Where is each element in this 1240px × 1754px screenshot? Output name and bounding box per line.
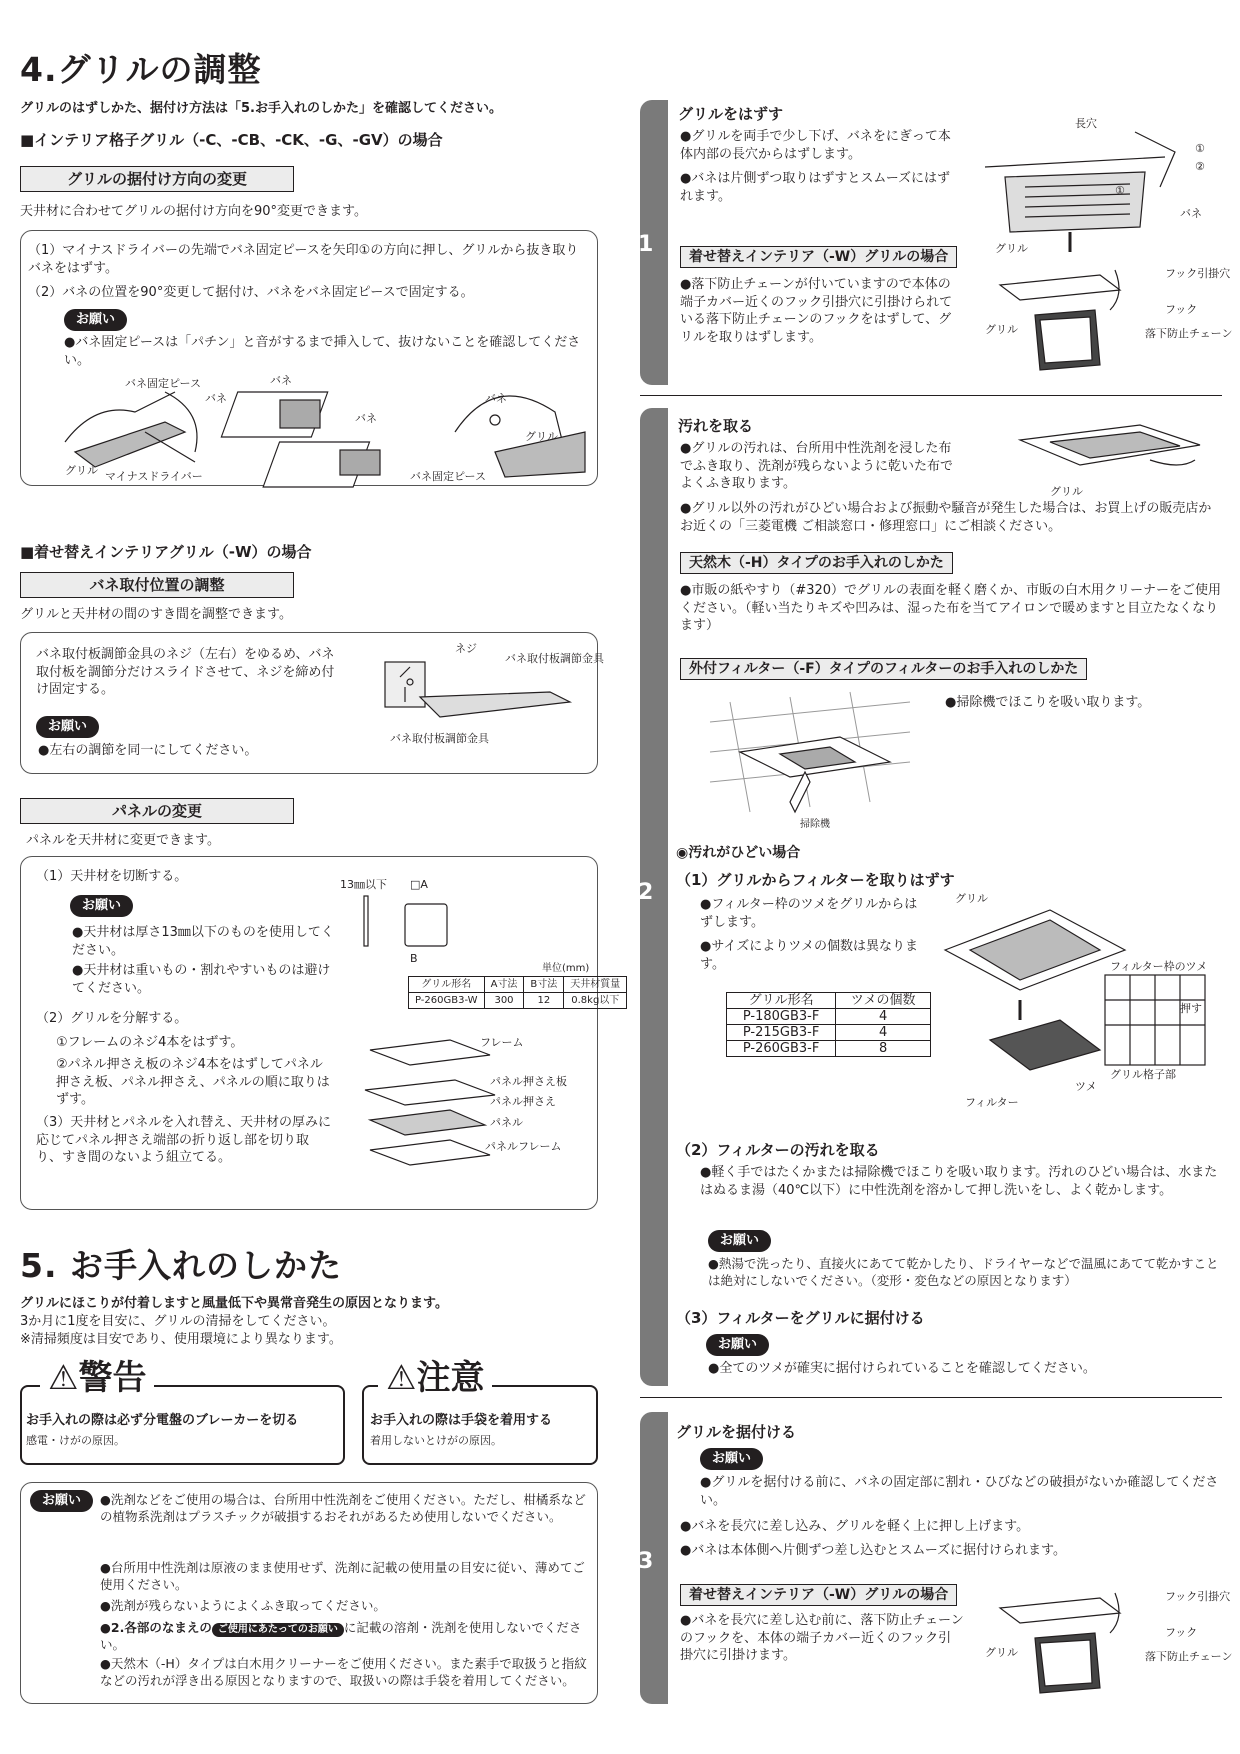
th-weight: 天井材質量: [564, 977, 627, 993]
warning-reason: 感電・けがの原因。: [26, 1434, 125, 1447]
heavy-step2-a: ●軽く手ではたくかまたは掃除機でほこりを吸い取ります。汚れのひどい場合は、水またはぬるま湯（40℃以下）に中性洗剤を溶かして押し洗いをし、よく乾かします。: [700, 1165, 1218, 1198]
heavy-step2-note: ●熱湯で洗ったり、直接火にあてて乾かしたり、ドライヤーなどで温風にあてて乾かすことは絶対にしないでください。（変形・変色などの原因となります）: [708, 1256, 1219, 1288]
heavy-step1: （1）グリルからフィルターを取りはずす: [676, 871, 955, 889]
label-filter: フィルター: [965, 1096, 1019, 1109]
th-model: グリル形名: [409, 977, 485, 993]
illustration-spring-fix: [55, 372, 595, 482]
label-hook-hole-3: フック引掛穴: [1165, 1590, 1231, 1603]
desc-panel-change: パネルを天井材に変更できます。: [26, 833, 220, 848]
label-grill: グリル: [65, 464, 98, 477]
heavy-step3-note: ●全てのツメが確実に据付けられていることを確認してください。: [708, 1361, 1096, 1376]
step-bar-2: 2: [640, 408, 668, 1386]
heavy-step2: （2）フィルターの汚れを取る: [676, 1141, 880, 1159]
label-13mm: 13㎜以下: [340, 878, 387, 891]
unit-label: 単位(mm): [542, 963, 590, 974]
panel-step-1: （1）天井材を切断する。: [36, 869, 188, 884]
divider-2: [640, 1397, 1222, 1398]
panel-step-2-1: ①フレームのネジ4本をはずす。: [56, 1035, 244, 1050]
td-count-1: 4: [836, 1009, 931, 1025]
label-hook-3: フック: [1165, 1626, 1198, 1639]
warning-icon: ⚠: [48, 1358, 79, 1398]
caution-text: お手入れの際は手袋を着用する: [370, 1413, 553, 1428]
request-badge: お願い: [64, 309, 127, 331]
subheading-w: ■着せ替えインテリアグリル（-W）の場合: [20, 543, 312, 561]
chip-usage-request: ご使用にあたってのお願い: [212, 1623, 344, 1637]
heading-panel-change: パネルの変更: [20, 798, 294, 824]
label-spring-piece: バネ固定ピース: [125, 377, 202, 390]
label-circle1b: ①: [1115, 184, 1125, 197]
request-badge-3: お願い: [70, 895, 133, 917]
section4-intro: グリルのはずしかた、据付け方法は「5.お手入れのしかた」を確認してください。: [20, 101, 502, 116]
label-vacuum: 掃除機: [800, 819, 830, 830]
th-claw-count: ツメの個数: [836, 993, 931, 1009]
illustration-chain-install: [980, 1588, 1233, 1698]
illustration-filter-remove: [940, 890, 1220, 1110]
heading-spring-position: バネ取付位置の調整: [20, 572, 294, 598]
r3-title: グリルを据付ける: [676, 1423, 797, 1441]
td-count-3: 8: [836, 1041, 931, 1057]
section5-line1: グリルにほこりが付着しますと風量低下や異常音発生の原因となります。: [20, 1296, 448, 1311]
note-weight: ●天井材は重いもの・割れやすいものは避けてください。: [72, 963, 331, 996]
illustration-chain: [980, 265, 1233, 375]
label-circle2: ②: [1195, 160, 1205, 173]
label-grill-3: グリル: [985, 1646, 1018, 1659]
r2-a: ●グリルの汚れは、台所用中性洗剤を浸した布でふき取り、洗剤が残らないように乾いた布でよくふき取ります。: [680, 441, 954, 492]
illustration-remove-grill: [965, 112, 1225, 262]
panel-step-3: （3）天井材とパネルを入れ替え、天井材の厚みに応じてパネル押さえ端部の折り返し部を切り取り、すき間のないよう組立てる。: [36, 1115, 332, 1166]
label-lattice: グリル格子部: [1110, 1068, 1176, 1081]
label-grill-2: グリル: [525, 430, 558, 443]
label-grill-wipe: グリル: [1050, 485, 1083, 498]
r1-b: ●バネは片側ずつ取りはずすとスムーズにはずれます。: [680, 171, 951, 204]
warning-text: お手入れの際は必ず分電盤のブレーカーを切る: [26, 1413, 299, 1428]
r2-title: 汚れを取る: [678, 417, 754, 435]
r1-a: ●グリルを両手で少し下げ、バネをにぎって本体内部の長穴からはずします。: [680, 129, 951, 162]
label-panel-frame: パネルフレーム: [485, 1140, 562, 1153]
illustration-panel-dimension: [340, 876, 460, 966]
panel-step-2-2: ②パネル押さえ板のネジ4本をはずしてパネル押さえ板、パネル押さえ、パネルの順に取りはずす。: [56, 1057, 330, 1108]
request-badge-6: お願い: [706, 1334, 769, 1356]
label-spring-r: バネ: [1180, 207, 1202, 220]
label-screwdriver: マイナスドライバー: [105, 470, 203, 483]
request-1: ●洗剤などをご使用の場合は、台所用中性洗剤をご使用ください。ただし、柑橘系などの植物系洗剤はプラスチックが破損するおそれがあるため使用しないでください。: [100, 1492, 586, 1524]
label-chain-3: 落下防止チェーン: [1145, 1650, 1233, 1663]
r1-w-heading: 着せ替えインテリア（-W）グリルの場合: [680, 246, 957, 268]
td-model-2: P-215GB3-F: [727, 1025, 836, 1041]
label-long-hole: 長穴: [1075, 117, 1097, 130]
r2-wood-heading: 天然木（-H）タイプのお手入れのしかた: [680, 552, 953, 574]
r1-c: ●落下防止チェーンが付いていますので本体の端子カバー近くのフック引掛穴に引掛けられている落下防止チェーンのフックをはずして、グリルを取りはずします。: [680, 277, 953, 345]
warning-title: ⚠警告: [40, 1358, 154, 1398]
divider-1: [640, 395, 1222, 396]
label-spring: バネ: [205, 392, 227, 405]
td-b: 12: [524, 993, 564, 1009]
r3-b: ●バネは本体側へ片側ずつ差し込むとスムーズに据付けられます。: [680, 1543, 1067, 1558]
step-bar-3: 3: [640, 1412, 668, 1704]
td-count-2: 4: [836, 1025, 931, 1041]
caution-title: ⚠注意: [378, 1358, 492, 1398]
r2-c: ●市販の紙やすり（#320）でグリルの表面を軽く磨くか、市販の白木用クリーナーをご使用ください。（軽い当たりキズや凹みは、湿った布を当てアイロンで暖めますと目立たなくなります）: [680, 583, 1222, 634]
heavy-step1-a: ●フィルター枠のツメをグリルからはずします。: [700, 897, 918, 930]
panel-table: [408, 976, 627, 1009]
request-3: ●洗剤が残らないようによくふき取ってください。: [100, 1598, 386, 1613]
caution-reason: 着用しないとけがの原因。: [370, 1434, 502, 1447]
td-model: P-260GB3-W: [409, 993, 485, 1009]
claw-table: [726, 992, 931, 1057]
label-panel-holder: パネル押さえ: [490, 1095, 556, 1108]
request-badge-7: お願い: [700, 1448, 763, 1470]
th-a: A寸法: [484, 977, 524, 993]
note-piece: ●バネ固定ピースは「パチン」と音がするまで挿入して、抜けないことを確認してください。: [64, 335, 581, 368]
r2-filter-heading: 外付フィルター（-F）タイプのフィルターのお手入れのしかた: [680, 658, 1087, 680]
th-grill-model: グリル形名: [727, 993, 836, 1009]
r2-d: ●掃除機でほこりを吸い取ります。: [945, 695, 1151, 710]
illustration-vacuum: [690, 692, 930, 832]
r1-title: グリルをはずす: [678, 105, 784, 123]
spring-position-text: バネ取付板調節金具のネジ（左右）をゆるめ、バネ取付板を調節分だけスライドさせて、ネジを締め付け固定する。: [36, 647, 335, 698]
label-push: 押す: [1180, 1002, 1202, 1015]
td-weight: 0.8kg以下: [564, 993, 627, 1009]
illustration-spring-plate: [380, 642, 604, 762]
request-badge-2: お願い: [36, 716, 99, 738]
note-thickness: ●天井材は厚さ13㎜以下のものを使用してください。: [72, 925, 334, 958]
request-2: ●台所用中性洗剤は原液のまま使用せず、洗剤に記載の使用量の目安に従い、薄めてご使用ください。: [100, 1560, 585, 1592]
r3-c: ●バネを長穴に差し込む前に、落下防止チェーンのフックを、本体の端子カバー近くのフック引掛穴に引掛けます。: [680, 1613, 964, 1664]
label-screw: ネジ: [455, 642, 477, 655]
label-panel: パネル: [490, 1116, 523, 1129]
label-hook-hole: フック引掛穴: [1165, 267, 1231, 280]
label-grill-f: グリル: [955, 892, 988, 905]
r3-w-heading: 着せ替えインテリア（-W）グリルの場合: [680, 1584, 957, 1606]
illustration-wipe: [1010, 420, 1210, 500]
section4-title: 4.グリルの調整: [20, 50, 262, 89]
desc-direction: 天井材に合わせてグリルの据付け方向を90°変更できます。: [20, 204, 368, 219]
td-a: 300: [484, 993, 524, 1009]
label-plate-adjuster-2: バネ取付板調節金具: [390, 732, 489, 745]
section5-line3: ※清掃頻度は目安であり、使用環境により異なります。: [20, 1332, 342, 1347]
label-hook: フック: [1165, 303, 1198, 316]
heavy-dirt-heading: ◉汚れがひどい場合: [676, 845, 801, 861]
request-5: ●天然木（-H）タイプは白木用クリーナーをご使用ください。また素手で取扱うと指紋などの汚れが浮き出る原因となりますので、取扱いの際は手袋を着用してください。: [100, 1656, 587, 1688]
label-filter-claw: フィルター枠のツメ: [1110, 960, 1208, 973]
heading-direction: グリルの据付け方向の変更: [20, 166, 294, 192]
r3-a: ●バネを長穴に差し込み、グリルを軽く上に押し上げます。: [680, 1519, 1030, 1534]
label-panel-plate: パネル押さえ板: [490, 1075, 567, 1088]
section5-line2: 3か月に1度を目安に、グリルの清掃をしてください。: [20, 1314, 336, 1329]
td-model-3: P-260GB3-F: [727, 1041, 836, 1057]
label-spring-2: バネ: [270, 374, 292, 387]
subheading-lattice: ■インテリア格子グリル（-C、-CB、-CK、-G、-GV）の場合: [20, 131, 443, 149]
label-a: □A: [410, 878, 428, 891]
label-chain: 落下防止チェーン: [1145, 327, 1233, 340]
label-spring-3: バネ: [355, 412, 377, 425]
section5-title: 5. お手入れのしかた: [20, 1246, 342, 1285]
label-claw: ツメ: [1075, 1080, 1097, 1093]
request-4: ●2.各部のなまえの ご使用にあたってのお願い に記載の溶剤・洗剤を使用しないでください。: [100, 1620, 582, 1652]
request-badge-4: お願い: [30, 1490, 93, 1512]
label-frame: フレーム: [480, 1036, 524, 1049]
label-grill-r: グリル: [995, 242, 1028, 255]
step-bar-1: 1: [640, 100, 668, 385]
heavy-step3: （3）フィルターをグリルに据付ける: [676, 1309, 925, 1327]
caution-icon: ⚠: [386, 1358, 417, 1398]
label-spring-piece-2: バネ固定ピース: [410, 470, 487, 483]
request-badge-5: お願い: [708, 1230, 771, 1252]
label-plate-adjuster: バネ取付板調節金具: [505, 652, 604, 665]
td-model-1: P-180GB3-F: [727, 1009, 836, 1025]
label-b: B: [410, 952, 418, 965]
heavy-step1-b: ●サイズによりツメの個数は異なります。: [700, 939, 919, 972]
illustration-panel-exploded: [360, 1030, 590, 1190]
step-1: （1）マイナスドライバーの先端でバネ固定ピースを矢印①の方向に押し、グリルから抜き取りバネをはずす。: [28, 243, 579, 276]
r3-note: ●グリルを据付ける前に、バネの固定部に割れ・ひびなどの破損がないか確認してください。: [700, 1475, 1219, 1508]
label-grill-w: グリル: [985, 323, 1018, 336]
step-2: （2）バネの位置を90°変更して据付け、バネをバネ固定ピースで固定する。: [28, 285, 474, 300]
desc-spring-position: グリルと天井材の間のすき間を調整できます。: [20, 607, 292, 622]
label-spring-4: バネ: [485, 392, 507, 405]
label-circle1: ①: [1195, 142, 1205, 155]
th-b: B寸法: [524, 977, 564, 993]
r2-b: ●グリル以外の汚れがひどい場合および振動や騒音が発生した場合は、お買上げの販売店かお近くの「三菱電機 ご相談窓口・修理窓口」にご相談ください。: [680, 501, 1212, 534]
note-same-adjust: ●左右の調節を同一にしてください。: [38, 743, 258, 758]
panel-step-2: （2）グリルを分解する。: [36, 1011, 188, 1026]
